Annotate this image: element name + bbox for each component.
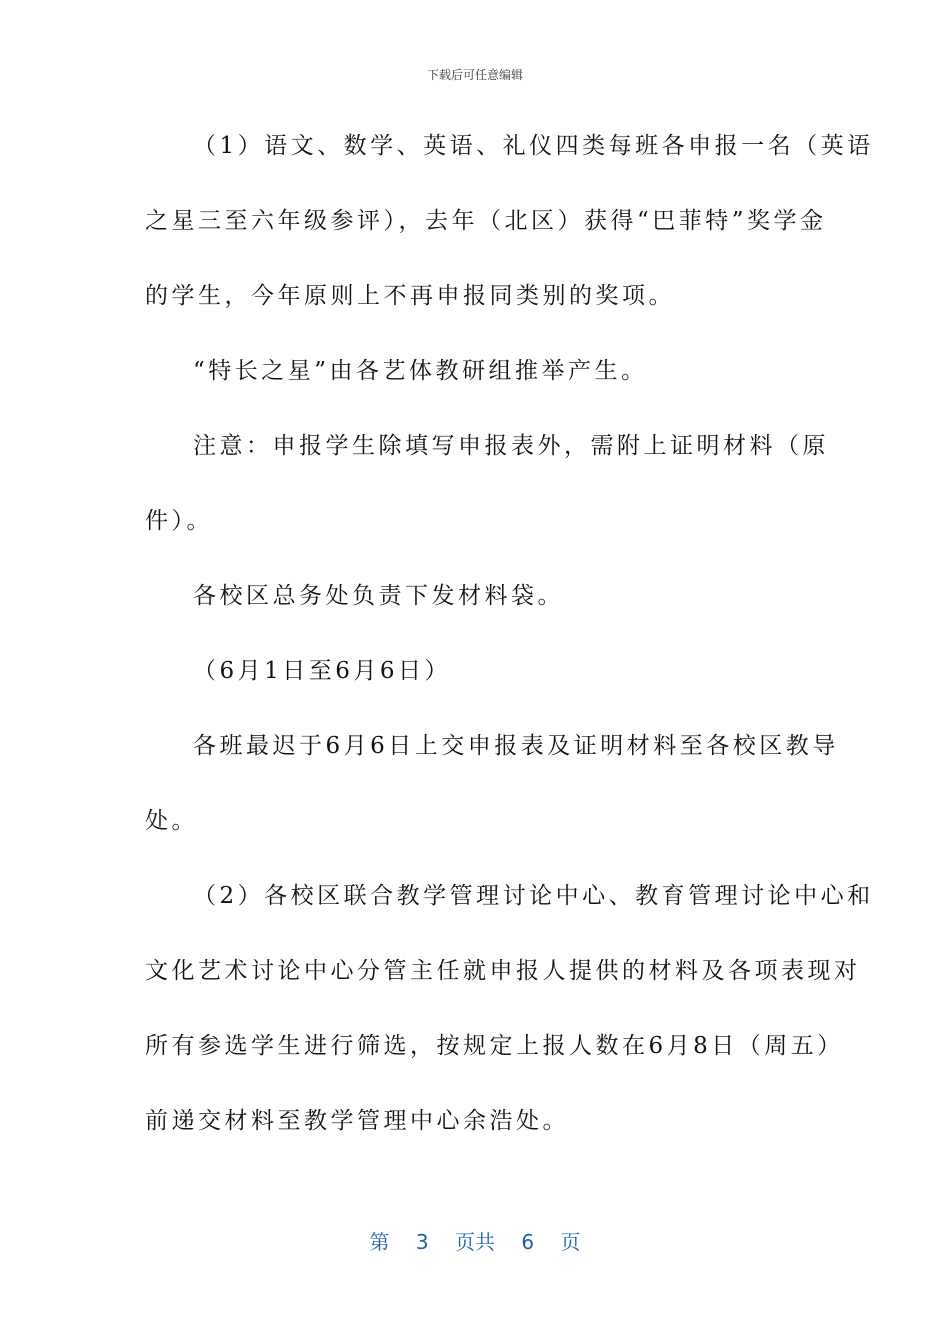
footer-middle: 页共 bbox=[455, 1230, 495, 1254]
footer-suffix: 页 bbox=[560, 1230, 581, 1254]
paragraph-2-line-1: “特长之星”由各艺体教研组推举产生。 bbox=[193, 358, 648, 384]
footer-prefix: 第 bbox=[369, 1230, 390, 1254]
paragraph-7-line-4: 前递交材料至教学管理中心余浩处。 bbox=[145, 1108, 569, 1134]
paragraph-4-line-1: 各校区总务处负责下发材料袋。 bbox=[193, 583, 564, 609]
paragraph-7-line-3: 所有参选学生进行筛选，按规定上报人数在6月8日（周五） bbox=[145, 1033, 844, 1059]
paragraph-6-line-2: 处。 bbox=[145, 808, 198, 834]
paragraph-7-line-2: 文化艺术讨论中心分管主任就申报人提供的材料及各项表现对 bbox=[145, 958, 861, 984]
paragraph-7-line-1: （2）各校区联合教学管理讨论中心、教育管理讨论中心和 bbox=[193, 883, 874, 909]
page-header: 下载后可任意编辑 bbox=[426, 68, 523, 82]
paragraph-6-line-1: 各班最迟于6月6日上交申报表及证明材料至各校区教导 bbox=[193, 733, 839, 759]
paragraph-5-line-1: （6月1日至6月6日） bbox=[193, 658, 452, 684]
paragraph-1-line-3: 的学生，今年原则上不再申报同类别的奖项。 bbox=[145, 283, 675, 309]
paragraph-3-line-2: 件）。 bbox=[145, 508, 213, 534]
paragraph-1-line-1: （1）语文、数学、英语、礼仪四类每班各申报一名（英语 bbox=[193, 133, 874, 159]
paragraph-3-line-1: 注意：申报学生除填写申报表外，需附上证明材料（原 bbox=[193, 433, 829, 459]
footer-current-page: 3 bbox=[415, 1230, 429, 1254]
page-footer bbox=[0, 1226, 950, 1255]
footer-total-pages: 6 bbox=[521, 1230, 535, 1254]
paragraph-1-line-2: 之星三至六年级参评），去年（北区）获得“巴菲特”奖学金 bbox=[145, 208, 827, 234]
